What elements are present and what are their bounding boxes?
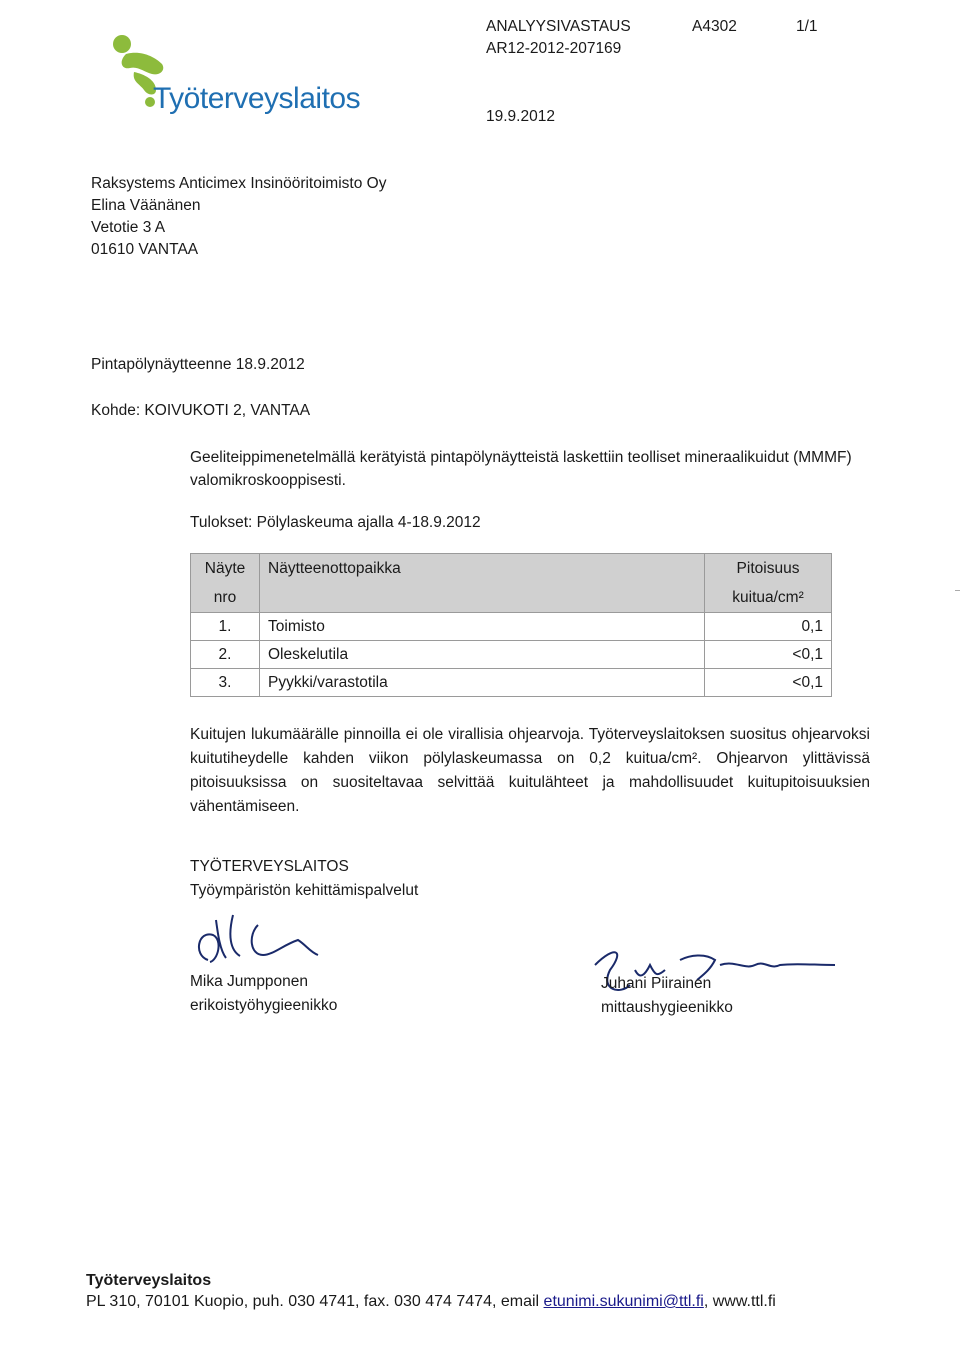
- signature-dept: Työympäristön kehittämispalvelut: [190, 882, 419, 899]
- target-site: Kohde: KOIVUKOTI 2, VANTAA: [91, 402, 311, 419]
- note-paragraph: [190, 723, 870, 819]
- table-header-row: [191, 583, 832, 613]
- header-unit: kuitua/cm²: [705, 583, 832, 613]
- sample-title: Pintapölynäytteenne 18.9.2012: [91, 356, 305, 373]
- table-header-row: [191, 554, 832, 584]
- row-value: <0,1: [705, 669, 832, 697]
- signature-1-handwriting: [188, 900, 358, 970]
- footer-email-link[interactable]: etunimi.sukunimi@ttl.fi: [543, 1293, 704, 1310]
- row-nro: 1.: [191, 613, 260, 641]
- recipient-street: Vetotie 3 A: [91, 219, 166, 236]
- signature-2-handwriting: [585, 935, 845, 1005]
- signer-2-title: mittaushygieenikko: [601, 999, 733, 1016]
- header-location: Näytteenottopaikka: [260, 554, 705, 584]
- scan-edge-mark: [955, 590, 960, 591]
- table-row: [191, 669, 832, 697]
- footer-address-text: PL 310, 70101 Kuopio, puh. 030 4741, fax. 030 474 7474, email: [86, 1293, 544, 1310]
- row-value: <0,1: [705, 641, 832, 669]
- signer-1-name: Mika Jumpponen: [190, 973, 309, 990]
- page-number: 1/1: [796, 18, 818, 35]
- signer-2-name: Juhani Piirainen: [601, 975, 712, 992]
- document-number: AR12-2012-207169: [486, 40, 622, 57]
- results-title: Tulokset: Pölylaskeuma ajalla 4-18.9.2012: [190, 514, 481, 531]
- note-text: Kuitujen lukumäärälle pinnoilla ei ole virallisia ohjearvoja. Työterveyslaitoksen suositus ohjearvoksi kuitutiheydelle kahden viikon pölylaskeumassa on 0,2 kuitua/cm². Ohjearvon ylittävissä pitoisuuksissa on suositeltavaa selvittää kuitulähteet ja mahdollisuudet kuitupitoisuuksien vähentämiseen.: [190, 726, 870, 815]
- header-concentration: Pitoisuus: [705, 554, 832, 584]
- document-code: A4302: [692, 18, 737, 35]
- row-place: Toimisto: [260, 613, 705, 641]
- row-value: 0,1: [705, 613, 832, 641]
- recipient-person: Elina Väänänen: [91, 197, 201, 214]
- footer-web-text: , www.ttl.fi: [703, 1293, 776, 1310]
- recipient-city: 01610 VANTAA: [91, 241, 199, 258]
- row-place: Oleskelutila: [260, 641, 705, 669]
- header-sample: Näyte: [191, 554, 260, 584]
- footer-org: Työterveyslaitos: [86, 1272, 212, 1289]
- table-row: [191, 641, 832, 669]
- header-sample-nro: nro: [191, 583, 260, 613]
- row-nro: 3.: [191, 669, 260, 697]
- row-nro: 2.: [191, 641, 260, 669]
- method-paragraph: Geeliteippimenetelmällä kerätyistä pintapölynäytteistä laskettiin teolliset mineraalikuidut (MMMF) valomikroskooppisesti.: [190, 449, 852, 489]
- results-table: [190, 553, 832, 697]
- recipient-address: [91, 173, 386, 261]
- signature-org: TYÖTERVEYSLAITOS: [190, 858, 349, 875]
- table-row: [191, 613, 832, 641]
- header-location-blank: [260, 583, 705, 613]
- document-date: 19.9.2012: [486, 108, 555, 125]
- document-title: ANALYYSIVASTAUS: [486, 18, 631, 35]
- footer-address: [86, 1291, 776, 1312]
- logo-text: Työterveyslaitos: [153, 82, 361, 115]
- signer-1-title: erikoistyöhygieenikko: [190, 997, 338, 1014]
- recipient-company: Raksystems Anticimex Insinööritoimisto Oy: [91, 175, 387, 192]
- row-place: Pyykki/varastotila: [260, 669, 705, 697]
